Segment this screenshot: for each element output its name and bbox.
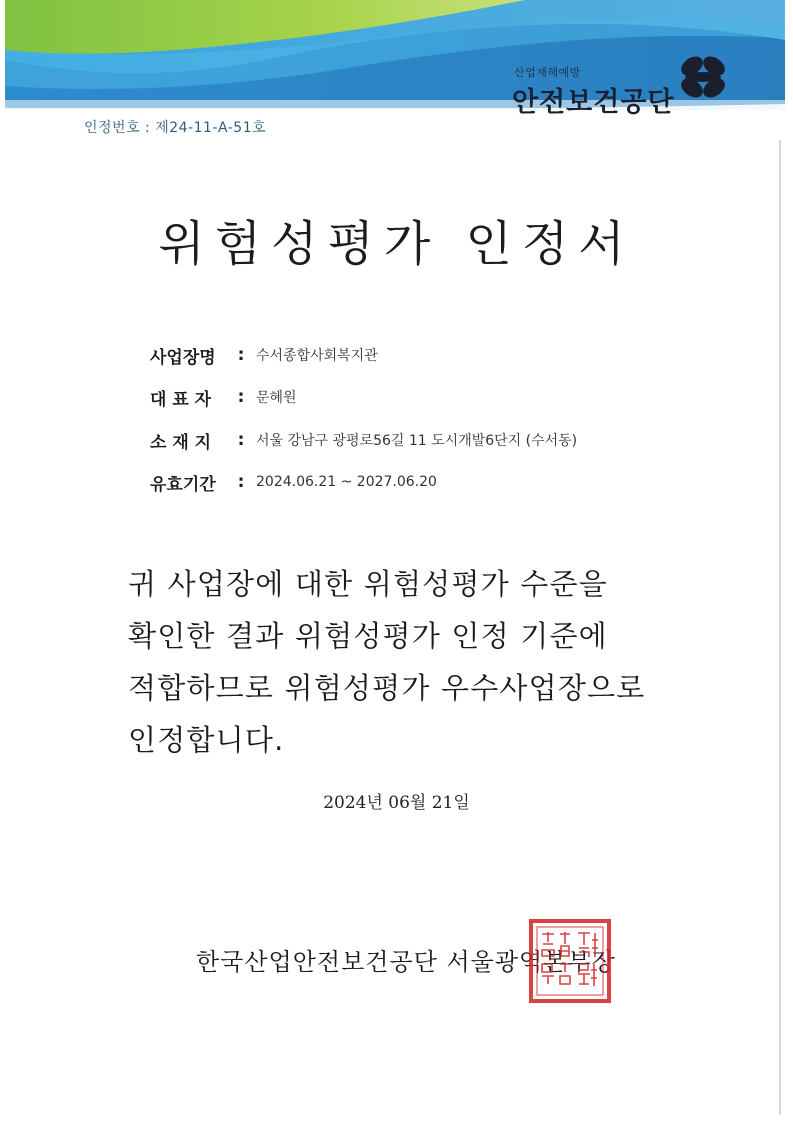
certificate-number: 인정번호 : 제24-11-A-51호 xyxy=(84,120,267,136)
info-label: 대 표 자 xyxy=(150,389,212,410)
info-row-address xyxy=(150,427,577,453)
issuer-name: 한국산업안전보건공단 서울광역본부장 xyxy=(196,948,616,976)
info-value: 2024.06.21 ~ 2027.06.20 xyxy=(256,474,437,490)
org-name: 안전보건공단 xyxy=(512,87,675,118)
info-row-representative xyxy=(150,384,297,410)
info-colon: : xyxy=(237,345,245,365)
body-line: 적합하므로 위험성평가 우수사업장으로 xyxy=(128,671,646,705)
info-colon: : xyxy=(237,472,245,492)
info-colon: : xyxy=(237,430,245,450)
scan-edge-line xyxy=(779,140,781,1115)
body-line: 확인한 결과 위험성평가 인정 기준에 xyxy=(128,619,608,653)
info-value: 수서종합사회복지관 xyxy=(256,348,378,364)
info-value: 서울 강남구 광평로56길 11 도시개발6단지 (수서동) xyxy=(256,433,578,449)
info-row-validity xyxy=(150,469,437,495)
certificate-body xyxy=(128,558,688,766)
info-label: 사업장명 xyxy=(150,347,216,368)
info-row-business-name xyxy=(150,342,378,368)
official-seal-icon xyxy=(528,918,612,1004)
page-title: 위험성평가 인정서 xyxy=(158,216,635,272)
body-line: 인정합니다. xyxy=(128,723,285,757)
org-subtitle: 산업재해예방 xyxy=(514,66,581,79)
info-colon: : xyxy=(237,387,245,407)
issue-date: 2024년 06월 21일 xyxy=(323,793,470,813)
body-line: 귀 사업장에 대한 위험성평가 수준을 xyxy=(128,567,608,601)
info-label: 소 재 지 xyxy=(150,432,212,453)
info-label: 유효기간 xyxy=(150,474,216,495)
info-value: 문혜원 xyxy=(256,390,297,406)
kosha-logo-icon xyxy=(670,44,736,110)
